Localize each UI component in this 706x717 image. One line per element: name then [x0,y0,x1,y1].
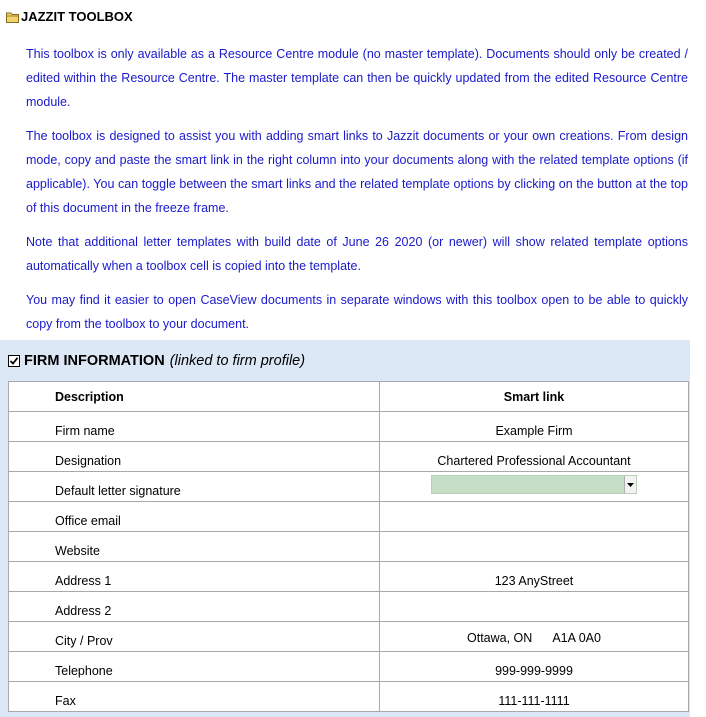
intro-paragraph-1: This toolbox is only available as a Resource Centre module (no master template). Documents should only be created / edited within the Resource Centre. The master template can then be quickly updated from the edited Resource Centre module. [26,47,688,109]
table-row [9,472,689,502]
table-row [9,652,689,682]
column-header-smart-link: Smart link [380,382,689,412]
toolbox-title: JAZZIT TOOLBOX [21,9,133,24]
row-label-default-letter-signature: Default letter signature [55,484,181,498]
table-row [9,682,689,712]
signature-dropdown[interactable] [431,475,637,494]
firm-info-table [8,381,689,712]
chevron-down-icon [627,483,634,487]
row-label-city-prov: City / Prov [55,634,113,648]
table-row [9,562,689,592]
intro-paragraph-3: Note that additional letter templates with build date of June 26 2020 (or newer) will show related template options automatically when a toolbox cell is copied into the template. [26,235,688,273]
table-row [9,412,689,442]
row-label-designation: Designation [55,454,122,468]
row-label-firm-name: Firm name [55,424,115,438]
table-row [9,442,689,472]
dropdown-button[interactable] [624,476,636,493]
section-header [8,353,305,369]
section-toggle-checkbox[interactable] [8,355,20,367]
smart-link-address-1[interactable]: 123 AnyStreet [494,574,574,588]
table-row [9,502,689,532]
table-row [9,622,689,652]
postal-code-value: A1A 0A0 [552,631,601,645]
folder-icon [6,11,19,23]
table-row [9,532,689,562]
row-label-telephone: Telephone [55,664,113,678]
intro-paragraph-2: The toolbox is designed to assist you with adding smart links to Jazzit documents or your own creations. From design mode, copy and paste the smart link in the right column into your documents along with the related template options (if applicable). You can toggle between the smart links and the related template options by clicking on the button at the top of this document in the freeze frame. [26,129,688,215]
table-header-row [9,382,689,412]
row-label-address-2: Address 2 [55,604,112,618]
column-header-description: Description [9,382,380,412]
smart-link-designation[interactable]: Chartered Professional Accountant [437,454,631,468]
toolbox-header [6,9,133,24]
row-label-address-1: Address 1 [55,574,112,588]
intro-paragraph-4: You may find it easier to open CaseView documents in separate windows with this toolbox open to be able to quickly copy from the toolbox to your document. [26,293,688,331]
city-value: Ottawa, ON [467,631,533,645]
table-row [9,592,689,622]
row-label-office-email: Office email [55,514,121,528]
checkmark-icon [9,356,19,366]
section-title: FIRM INFORMATION [24,353,165,369]
row-label-website: Website [55,544,100,558]
smart-link-telephone[interactable]: 999-999-9999 [495,664,573,678]
row-label-fax: Fax [55,694,76,708]
smart-link-firm-name[interactable]: Example Firm [495,424,573,438]
section-subtitle: (linked to firm profile) [169,353,306,369]
smart-link-city-prov[interactable] [467,631,601,651]
smart-link-fax[interactable]: 111-111-1111 [498,694,570,708]
